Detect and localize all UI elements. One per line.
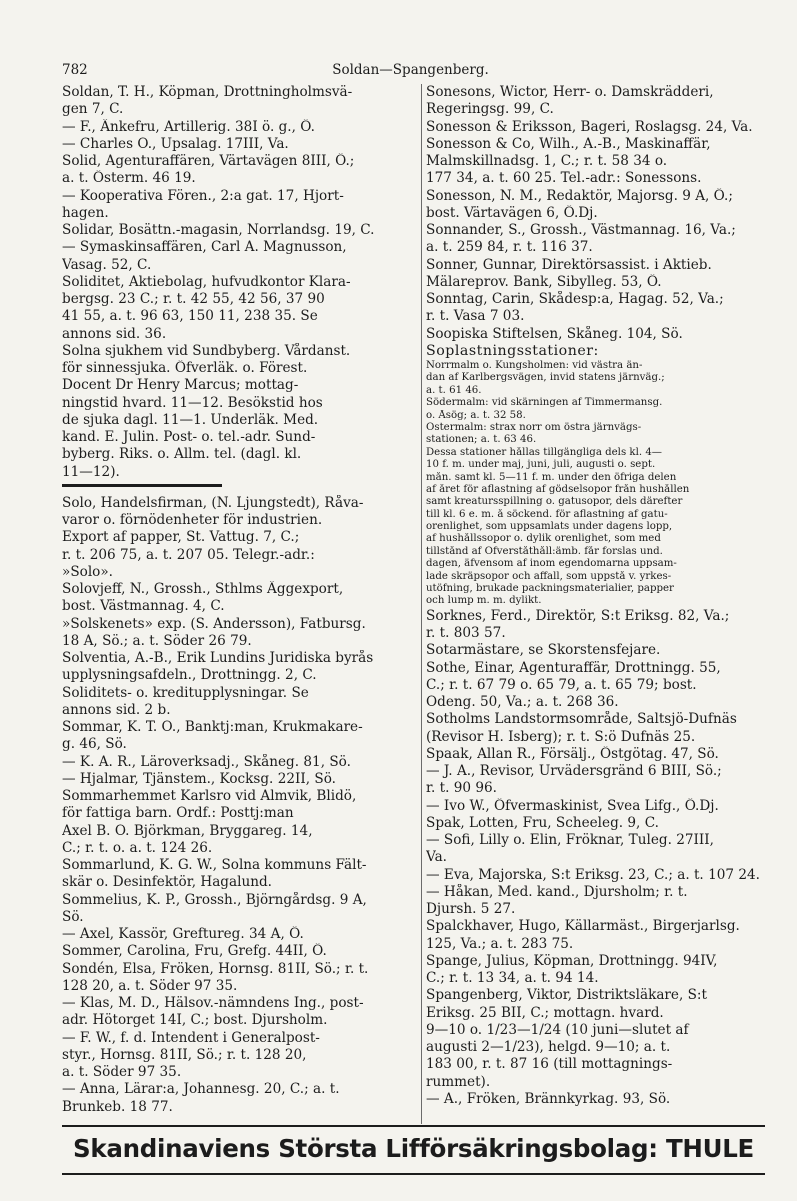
footer-rule-bottom	[62, 1173, 765, 1175]
running-title: Soldan—Spangenberg.	[332, 62, 489, 78]
directory-line: Solventia, A.-B., Erik Lundins Juridiska byrås	[62, 650, 374, 666]
directory-line: r. t. 206 75, a. t. 207 05. Telegr.-adr.:	[62, 546, 315, 563]
directory-line: 9—10 o. 1/23—1/24 (10 juni—slutet af	[426, 1021, 689, 1038]
directory-line: Solo, Handelsfirman, (N. Ljungstedt), Råva-	[62, 494, 364, 511]
directory-line: Sonntag, Carin, Skådesp:a, Hagag. 52, Va.;	[426, 291, 724, 307]
directory-line: Sotarmästare, se Skorstensfejare.	[426, 642, 661, 659]
directory-line: Odeng. 50, Va.; a. t. 268 36.	[426, 694, 619, 711]
directory-line: för sinnessjuka. Öfverläk. o. Förest.	[62, 360, 308, 376]
directory-line	[62, 481, 418, 495]
directory-line: dagen, äfvensom af inom egendomarna uppsam-	[426, 558, 677, 570]
directory-line: »Solo».	[62, 563, 113, 580]
directory-line: rummet).	[426, 1073, 491, 1090]
directory-line: mån. samt kl. 5—11 f. m. under den öfriga delen	[426, 471, 677, 483]
directory-line: Spangenberg, Viktor, Distriktsläkare, S:t	[426, 987, 707, 1004]
directory-line: Spalckhaver, Hugo, Källarmäst., Birgerjarlsg.	[426, 918, 740, 935]
right-column	[426, 84, 778, 1108]
directory-line: Dessa stationer hållas tillgängliga dels kl. 4—	[426, 446, 662, 458]
underline-rule	[62, 484, 222, 487]
directory-line: Sonnander, S., Grossh., Västmannag. 16, Va.;	[426, 222, 736, 238]
directory-line: orenlighet, som uppsamlats under dagens lopp,	[426, 521, 673, 533]
directory-line: — F., Änkefru, Artillerig. 38I ö. g., Ö.	[62, 118, 315, 135]
directory-line: Sonesson, N. M., Redaktör, Majorsg. 9 A, Ö.;	[426, 187, 733, 204]
directory-line: — Håkan, Med. kand., Djursholm; r. t.	[426, 883, 688, 900]
directory-line: r. t. 803 57.	[426, 625, 506, 642]
directory-line: r. t. 90 96.	[426, 780, 497, 797]
directory-line: ningstid hvard. 11—12. Besökstid hos	[62, 394, 323, 411]
directory-line: skär o. Desinfektör, Hagalund.	[62, 874, 272, 891]
directory-line: Norrmalm o. Kungsholmen: vid västra än-	[426, 360, 643, 371]
directory-line: 128 20, a. t. Söder 97 35.	[62, 977, 238, 994]
directory-line: C.; r. t. 67 79 o. 65 79, a. t. 65 79; bost.	[426, 676, 697, 693]
directory-line: Axel B. O. Björkman, Bryggareg. 14,	[62, 822, 313, 839]
directory-line: bost. Västmannag. 4, C.	[62, 598, 225, 615]
directory-line: 10 f. m. under maj, juni, juli, augusti o. sept.	[426, 459, 656, 471]
directory-line: Sonesson & Eriksson, Bageri, Roslagsg. 24, Va.	[426, 118, 753, 135]
directory-line: Sommarlund, K. G. W., Solna kommuns Fält-	[62, 857, 367, 873]
footer-advert: Skandinaviens Största Lifförsäkringsbolag: THULE	[73, 1134, 754, 1163]
directory-line: — F. W., f. d. Intendent i Generalpost-	[62, 1029, 320, 1046]
directory-line: Södermalm: vid skärningen af Timmermansg.	[426, 397, 663, 409]
directory-line: upplysningsafdeln., Drottningg. 2, C.	[62, 667, 317, 684]
directory-line: lade skräpsopor och affall, som uppstå v. yrkes-	[426, 570, 672, 582]
directory-line: Solid, Agenturaffären, Värtavägen 8III, Ö.;	[62, 153, 355, 169]
directory-line: Sorknes, Ferd., Direktör, S:t Eriksg. 82, Va.;	[426, 607, 730, 624]
directory-line: Docent Dr Henry Marcus; mottag-	[62, 377, 299, 394]
directory-line: a. t. 259 84, r. t. 116 37.	[426, 239, 593, 256]
directory-line: — Anna, Lärar:a, Johannesg. 20, C.; a. t.	[62, 1081, 340, 1098]
directory-line: 177 34, a. t. 60 25. Tel.-adr.: Sonessons.	[426, 170, 702, 187]
directory-line: Solna sjukhem vid Sundbyberg. Vårdanst.	[62, 342, 351, 359]
directory-line: hagen.	[62, 204, 109, 221]
directory-line: — Symaskinsaffären, Carl A. Magnusson,	[62, 239, 347, 256]
directory-line: 41 55, a. t. 96 63, 150 11, 238 35. Se	[62, 308, 318, 325]
directory-line: — Ivo W., Öfvermaskinist, Svea Lifg., Ö.Dj.	[426, 797, 719, 814]
directory-line: kand. E. Julin. Post- o. tel.-adr. Sund-	[62, 429, 316, 445]
directory-line: a. t. 61 46.	[426, 384, 482, 396]
directory-line: Sotholms Landstormsområde, Saltsjö-Dufnäs	[426, 711, 737, 728]
directory-line: Sommer, Carolina, Fru, Grefg. 44II, Ö.	[62, 943, 327, 960]
directory-line: af hushållssopor o. dylik orenlighet, som med	[426, 533, 661, 545]
directory-line: Spange, Julius, Köpman, Drottningg. 94IV,	[426, 952, 718, 969]
directory-line: Va.	[426, 849, 447, 866]
directory-line: Sondén, Elsa, Fröken, Hornsg. 81II, Sö.; r. t.	[62, 960, 369, 977]
directory-line: »Solskenets» exp. (S. Andersson), Fatbursg.	[62, 615, 366, 632]
directory-line: Regeringsg. 99, C.	[426, 101, 554, 118]
directory-line: Mälareprov. Bank, Sibylleg. 53, Ö.	[426, 273, 662, 290]
directory-line: — Kooperativa Fören., 2:a gat. 17, Hjort-	[62, 187, 344, 204]
section-heading: Soplastningsstationer:	[426, 342, 599, 359]
directory-line: Spaak, Allan R., Försälj., Östgötag. 47, Sö.	[426, 745, 719, 762]
directory-line: — J. A., Revisor, Urvädersgränd 6 BIII, Sö.;	[426, 763, 722, 780]
directory-line: Östermalm: strax norr om östra järnvägs-	[426, 421, 642, 433]
directory-line: annons sid. 36.	[62, 325, 167, 342]
directory-line: Sonesson & Co, Wilh., A.-B., Maskinaffär,	[426, 135, 711, 152]
directory-line: för fattiga barn. Ordf.: Posttj:man	[62, 805, 294, 822]
column-divider	[421, 84, 422, 1124]
page-header	[62, 62, 759, 84]
directory-line: o. Åsög; a. t. 32 58.	[426, 409, 526, 421]
directory-line: de sjuka dagl. 11—1. Underläk. Med.	[62, 411, 319, 428]
directory-line: Sommar, K. T. O., Banktj:man, Krukmakare-	[62, 719, 363, 735]
directory-line: Solidar, Bosättn.-magasin, Norrlandsg. 19, C.	[62, 222, 375, 238]
directory-line: tillstånd af Öfverståthåll:ämb. får forslas und.	[426, 545, 663, 557]
directory-line: utöfning, brukade packningsmaterialier, papper	[426, 583, 674, 595]
directory-line: gen 7, C.	[62, 101, 124, 118]
directory-line: till kl. 6 e. m. å söckend. för aflastning af gatu-	[426, 508, 668, 520]
directory-line: bost. Värtavägen 6, Ö.Dj.	[426, 204, 598, 221]
directory-line: Sommarhemmet Karlsro vid Almvik, Blidö,	[62, 788, 357, 804]
directory-line: byberg. Riks. o. Allm. tel. (dagl. kl.	[62, 446, 302, 463]
directory-line: Solovjeff, N., Grossh., Sthlms Äggexport,	[62, 581, 344, 597]
directory-line: — Axel, Kassör, Greftureg. 34 A, Ö.	[62, 926, 304, 942]
directory-line: varor o. förnödenheter för industrien.	[62, 512, 323, 528]
directory-line: — Klas, M. D., Hälsov.-nämndens Ing., post-	[62, 995, 364, 1011]
directory-line: 183 00, r. t. 87 16 (till mottagnings-	[426, 1056, 673, 1073]
directory-line: — Hjalmar, Tjänstem., Kocksg. 22II, Sö.	[62, 770, 336, 787]
footer-rule-top	[62, 1125, 765, 1127]
directory-line: 125, Va.; a. t. 283 75.	[426, 935, 574, 952]
directory-line: Sommelius, K. P., Grossh., Björngårdsg. 9 A,	[62, 891, 367, 908]
page-number: 782	[62, 62, 88, 78]
directory-line: Soopiska Stiftelsen, Skåneg. 104, Sö.	[426, 325, 683, 342]
directory-line: — Sofi, Lilly o. Elin, Fröknar, Tuleg. 27III,	[426, 832, 714, 849]
directory-line: (Revisor H. Isberg); r. t. S:ö Dufnäs 25.	[426, 728, 696, 745]
directory-line: — K. A. R., Läroverksadj., Skåneg. 81, Sö.	[62, 753, 351, 770]
directory-line: C.; r. t. o. a. t. 124 26.	[62, 839, 213, 856]
directory-line: Soliditets- o. kreditupplysningar. Se	[62, 684, 309, 701]
directory-line: Soldan, T. H., Köpman, Drottningholmsvä-	[62, 84, 353, 100]
directory-line: adr. Hötorget 14I, C.; bost. Djursholm.	[62, 1012, 328, 1029]
directory-line: Sonesons, Wictor, Herr- o. Damskrädderi,	[426, 84, 714, 100]
directory-line: af året för aflastning af gödselsopor från hushållen	[426, 483, 690, 495]
directory-line: annons sid. 2 b.	[62, 701, 171, 718]
left-column	[62, 84, 418, 1116]
directory-line: och lump m. m. dylikt.	[426, 595, 542, 607]
directory-line: Export af papper, St. Vattug. 7, C.;	[62, 529, 300, 546]
directory-line: Djursh. 5 27.	[426, 901, 516, 918]
directory-line: g. 46, Sö.	[62, 736, 127, 753]
directory-line: a. t. Söder 97 35.	[62, 1064, 182, 1080]
directory-line: dan af Karlbergsvägen, invid statens järnväg.;	[426, 372, 665, 384]
directory-line: Sonner, Gunnar, Direktörsassist. i Aktieb.	[426, 256, 712, 273]
directory-line: Malmskillnadsg. 1, C.; r. t. 58 34 o.	[426, 153, 668, 169]
directory-line: — Eva, Majorska, S:t Eriksg. 23, C.; a. t. 107 24.	[426, 866, 760, 883]
directory-line: Soliditet, Aktiebolag, hufvudkontor Klara-	[62, 273, 351, 290]
directory-line: Spak, Lotten, Fru, Scheeleg. 9, C.	[426, 814, 659, 831]
directory-line: stationen; a. t. 63 46.	[426, 434, 537, 446]
directory-line: Sö.	[62, 908, 84, 925]
directory-line: styr., Hornsg. 81II, Sö.; r. t. 128 20,	[62, 1046, 307, 1063]
directory-line: 11—12).	[62, 463, 120, 480]
directory-line: bergsg. 23 C.; r. t. 42 55, 42 56, 37 90	[62, 291, 325, 307]
directory-line: Eriksg. 25 BII, C.; mottagn. hvard.	[426, 1004, 664, 1021]
directory-line: C.; r. t. 13 34, a. t. 94 14.	[426, 970, 599, 987]
directory-line: Brunkeb. 18 77.	[62, 1098, 173, 1115]
directory-line: samt kreatursspillning o. gatusopor, dels därefter	[426, 496, 683, 508]
directory-line: — Charles O., Upsalag. 17III, Va.	[62, 135, 289, 152]
directory-line: 18 A, Sö.; a. t. Söder 26 79.	[62, 632, 252, 649]
directory-line: a. t. Österm. 46 19.	[62, 170, 196, 187]
directory-line: r. t. Vasa 7 03.	[426, 308, 525, 325]
directory-line: Sothe, Einar, Agenturaffär, Drottningg. 55,	[426, 659, 721, 676]
directory-line: augusti 2—1/23), helgd. 9—10; a. t.	[426, 1039, 671, 1056]
directory-line: Vasag. 52, C.	[62, 256, 152, 273]
directory-line: — A., Fröken, Brännkyrkag. 93, Sö.	[426, 1090, 671, 1107]
